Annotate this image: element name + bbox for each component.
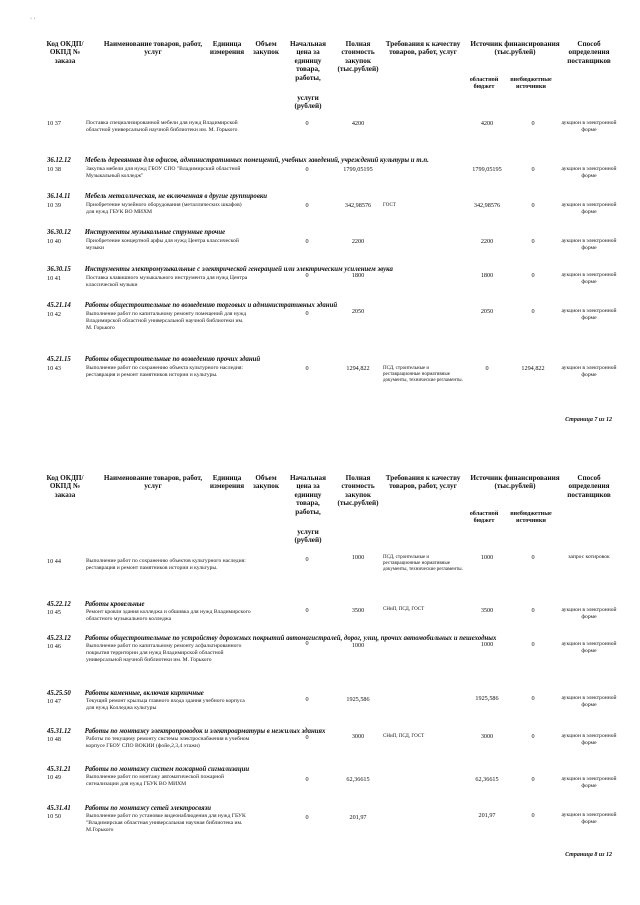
row-description: Поставка специализированной мебели для нужд Владимирской областной универсальной научной библиотеки им. М. Горького (86, 120, 238, 133)
header-cost: Полная стоимость закупок (тыс.рублей) (337, 40, 379, 74)
unit-price: 0 (305, 607, 309, 614)
extrabudget-value: 0 (531, 202, 535, 209)
category-line (47, 635, 496, 643)
quality-requirements: ПСД, строительные и реставрационные нормативные документы, технические регламенты. (383, 366, 463, 384)
header-price: Начальная цена за единицу товара, работы, (289, 40, 327, 82)
category-line (47, 766, 249, 774)
order-number: 10 47 (47, 698, 61, 705)
regional-budget: 62,36615 (475, 776, 499, 783)
procurement-method: аукцион в электронной форме (561, 733, 617, 746)
extrabudget-value: 0 (531, 554, 535, 561)
procurement-method: аукцион в электронной форме (561, 272, 617, 285)
total-cost: 2200 (351, 238, 365, 245)
extrabudget-value: 0 (531, 733, 535, 740)
total-cost: 3000 (351, 733, 365, 740)
procurement-method: запрос котировок (568, 554, 610, 560)
row-description: Закупка мебели для нужд ГБОУ СПО "Владимирский областной Музыкальный колледж" (86, 166, 241, 179)
procurement-method: аукцион в электронной форме (561, 202, 617, 215)
category-title: Работы по монтажу сетей электросвязи (84, 805, 212, 812)
order-number: 10 43 (47, 365, 61, 372)
header-cost: Полная стоимость закупок (тыс.рублей) (337, 474, 379, 508)
row-description: Текущий ремонт крыльца главного входа здания учебного корпуса для нужд Колледжа культуры (86, 698, 245, 711)
total-cost: 3500 (351, 607, 365, 614)
order-number: 10 49 (47, 774, 61, 781)
order-number: 10 48 (47, 736, 61, 743)
category-code: 45.21.15 (47, 356, 71, 363)
header-requirements: Требования к качеству товаров, работ, услуг (385, 40, 461, 57)
unit-price: 0 (305, 640, 309, 647)
order-number: 10 38 (47, 166, 61, 173)
category-title: Работы по монтажу электропроводок и электроарматуры в нежилых зданиях (84, 728, 326, 735)
category-title: Работы каменные, включая кирпичные (84, 690, 204, 697)
order-number: 10 44 (47, 558, 61, 565)
page-footer: Страница 8 из 12 (565, 852, 612, 858)
order-number: 10 45 (47, 609, 61, 616)
row-description: Приобретение концертной арфы для нужд Центра классической музыки (86, 238, 239, 251)
category-line (47, 690, 204, 698)
category-line (47, 302, 337, 310)
header-method: Способ определения поставщиков (567, 474, 611, 499)
row-description: Выполнение работ по установке видеонаблюдения для нужд ГБУК "Владимирская областная универсальная научная библиотека им. М.Горького (86, 813, 246, 833)
category-line (47, 728, 325, 736)
unit-price: 0 (305, 120, 309, 127)
total-cost: 201,97 (349, 814, 367, 821)
unit-price: 0 (305, 202, 309, 209)
total-cost: 1294,822 (346, 365, 370, 372)
unit-price: 0 (305, 734, 309, 741)
row-description: Поставка клавишного музыкального инструмента для нужд Центра классической музыки (86, 275, 248, 288)
quality-requirements: СНиП, ПСД, ГОСТ (383, 607, 425, 612)
category-code: 45.23.12 (47, 635, 71, 642)
order-number: 10 41 (47, 275, 61, 282)
regional-budget: 1925,586 (475, 695, 499, 702)
extrabudget-value: 0 (531, 308, 535, 315)
header-source: Источник финансирования (тыс.рублей) (470, 474, 560, 491)
unit-price: 0 (305, 814, 309, 821)
order-number: 10 46 (47, 643, 61, 650)
unit-price: 0 (305, 272, 309, 279)
category-line (47, 805, 211, 813)
category-code: 36.30.15 (47, 266, 71, 273)
regional-budget: 1000 (480, 641, 494, 648)
category-code: 45.21.14 (47, 302, 71, 309)
header-unit: Единица измерения (209, 474, 245, 491)
unit-price: 0 (305, 776, 309, 783)
extrabudget-value: 0 (531, 272, 535, 279)
category-code: 45.31.21 (47, 766, 71, 773)
page-footer: Страница 7 из 12 (565, 417, 612, 423)
regional-budget: 2200 (480, 238, 494, 245)
quality-requirements: ПСД, строительные и реставрационные нормативные документы, технические регламенты. (383, 555, 463, 573)
header-unit: Единица измерения (209, 40, 245, 57)
regional-budget: 1800 (480, 272, 494, 279)
extrabudget-value: 1294,822 (521, 365, 545, 372)
regional-budget: 1000 (480, 554, 494, 561)
category-title: Инструменты музыкальные струнные прочие (84, 229, 226, 236)
header-regional: областной бюджет (469, 76, 499, 90)
row-description: Выполнение работ по капитальному ремонту асфальтированного покрытия территории для нужд Владимирской областной универсальной научной библиотеки им. М. Горького (86, 643, 242, 663)
category-title: Работы общестроительные по возведению торговых и административных зданий (84, 302, 338, 309)
order-number: 10 37 (47, 120, 61, 127)
category-title: Инструменты электромузыкальные с электрической генерацией или электрическим усилением звука (84, 266, 393, 273)
category-title: Работы по монтажу систем пожарной сигнализации (84, 766, 250, 773)
procurement-method: аукцион в электронной форме (561, 365, 617, 378)
category-title: Работы общестроительные по возведению прочих зданий (84, 356, 261, 363)
header-extrabudget: внебюджетные источники (510, 510, 552, 524)
row-description: Приобретение музейного оборудования (металлических шкафов) для нужд ГБУК ВО МИХМ (86, 202, 242, 215)
extrabudget-value: 0 (531, 607, 535, 614)
category-code: 45.31.12 (47, 728, 71, 735)
category-line (47, 157, 429, 165)
regional-budget: 3500 (480, 607, 494, 614)
header-source: Источник финансирования (тыс.рублей) (470, 40, 560, 57)
extrabudget-value: 0 (531, 776, 535, 783)
header-volume: Объем закупок (253, 40, 279, 57)
procurement-method: аукцион в электронной форме (561, 695, 617, 708)
category-code: 36.30.12 (47, 229, 71, 236)
header-requirements: Требования к качеству товаров, работ, услуг (385, 474, 461, 491)
order-number: 10 50 (47, 813, 61, 820)
procurement-method: аукцион в электронной форме (561, 812, 617, 825)
unit-price: 0 (305, 238, 309, 245)
extrabudget-value: 0 (531, 120, 535, 127)
total-cost: 2050 (351, 308, 365, 315)
row-description: Выполнение работ по сохранению объекта культурного наследия: реставрация и ремонт памятников истории и культуры. (86, 365, 243, 378)
regional-budget: 1799,05195 (472, 166, 502, 173)
unit-price: 0 (305, 556, 309, 563)
extrabudget-value: 0 (531, 812, 535, 819)
header-volume: Объем закупок (253, 474, 279, 491)
total-cost: 1000 (351, 554, 365, 561)
category-title: Работы кровельные (84, 601, 145, 608)
category-code: 36.12.12 (47, 157, 71, 164)
extrabudget-value: 0 (531, 166, 535, 173)
header-price-services: услуги (рублей) (294, 528, 322, 545)
procurement-method: аукцион в электронной форме (561, 238, 617, 251)
extrabudget-value: 0 (531, 238, 535, 245)
unit-price: 0 (305, 166, 309, 173)
header-extrabudget: внебюджетные источники (510, 76, 552, 90)
header-name: Наименование товаров, работ, услуг (103, 474, 203, 491)
regional-budget: 201,97 (478, 812, 496, 819)
regional-budget: 2050 (480, 308, 494, 315)
total-cost: 342,98576 (344, 202, 372, 209)
quality-requirements: СНиП, ПСД, ГОСТ (383, 734, 425, 739)
category-line (47, 356, 260, 364)
category-code: 45.31.41 (47, 805, 71, 812)
row-description: Ремонт кровли здания колледжа и обшивка для нужд Владимирского областного музыкального колледжа (86, 609, 251, 622)
procurement-method: аукцион в электронной форме (561, 607, 617, 620)
unit-price: 0 (305, 365, 309, 372)
category-code: 45.25.50 (47, 690, 71, 697)
order-number: 10 42 (47, 311, 61, 318)
total-cost: 4200 (351, 120, 365, 127)
procurement-method: аукцион в электронной форме (561, 641, 617, 654)
category-line (47, 601, 145, 609)
header-price-services: услуги (рублей) (294, 94, 322, 111)
regional-budget: 3000 (480, 733, 494, 740)
regional-budget: 0 (485, 365, 489, 372)
order-number: 10 40 (47, 238, 61, 245)
header-method: Способ определения поставщиков (567, 40, 611, 65)
total-cost: 62,36615 (346, 776, 370, 783)
procurement-method: аукцион в электронной форме (561, 776, 617, 789)
category-code: 45.22.12 (47, 601, 71, 608)
category-title: Работы общестроительные по устройству дорожных покрытий автомагистралей, дорог, улиц, прочих автомобильных и пешеходных (84, 635, 497, 642)
regional-budget: 4200 (480, 120, 494, 127)
unit-price: 0 (305, 310, 309, 317)
row-description: Работы по текущему ремонту системы электроснабжения в учебном корпусе ГБОУ СПО ВОКИИ (фойе,2,3,4 этажи) (86, 736, 250, 749)
extrabudget-value: 0 (531, 695, 535, 702)
procurement-method: аукцион в электронной форме (561, 308, 617, 321)
header-regional: областной бюджет (469, 510, 499, 524)
category-title: Мебель металлическая, не включенная в другие группировки (84, 193, 268, 200)
document-page-7 (0, 0, 640, 432)
document-page-8 (0, 462, 640, 905)
category-code: 36.14.11 (47, 193, 71, 200)
category-line (47, 193, 267, 201)
regional-budget: 342,98576 (473, 202, 501, 209)
row-description: Выполнение работ по монтажу автоматической пожарной сигнализации для нужд ГБУК ВО МИХМ (86, 774, 225, 787)
total-cost: 1799,05195 (343, 166, 373, 173)
procurement-method: аукцион в электронной форме (561, 120, 617, 133)
header-code: Код ОКДП/ ОКПД № заказа (46, 40, 84, 65)
order-number: 10 39 (47, 202, 61, 209)
row-description: Выполнение работ по капитальному ремонту помещений для нужд Владимирской областной универсальной научной библиотеки им. М. Горького (86, 311, 247, 331)
total-cost: 1000 (351, 642, 365, 649)
header-code: Код ОКДП/ ОКПД № заказа (46, 474, 84, 499)
scan-marks: · · (30, 16, 36, 22)
category-line (47, 229, 225, 237)
category-title: Мебель деревянная для офисов, административных помещений, учебных заведений, учреждений культуры и т.п. (84, 157, 429, 164)
extrabudget-value: 0 (531, 641, 535, 648)
row-description: Выполнение работ по сохранению объектов культурного наследия: реставрация и ремонт памятников истории и культуры. (86, 558, 246, 571)
header-price: Начальная цена за единицу товара, работы, (289, 474, 327, 516)
header-name: Наименование товаров, работ, услуг (103, 40, 203, 57)
total-cost: 1925,586 (346, 696, 370, 703)
unit-price: 0 (305, 696, 309, 703)
total-cost: 1800 (351, 272, 365, 279)
quality-requirements: ГОСТ (383, 203, 396, 208)
procurement-method: аукцион в электронной форме (561, 166, 617, 179)
